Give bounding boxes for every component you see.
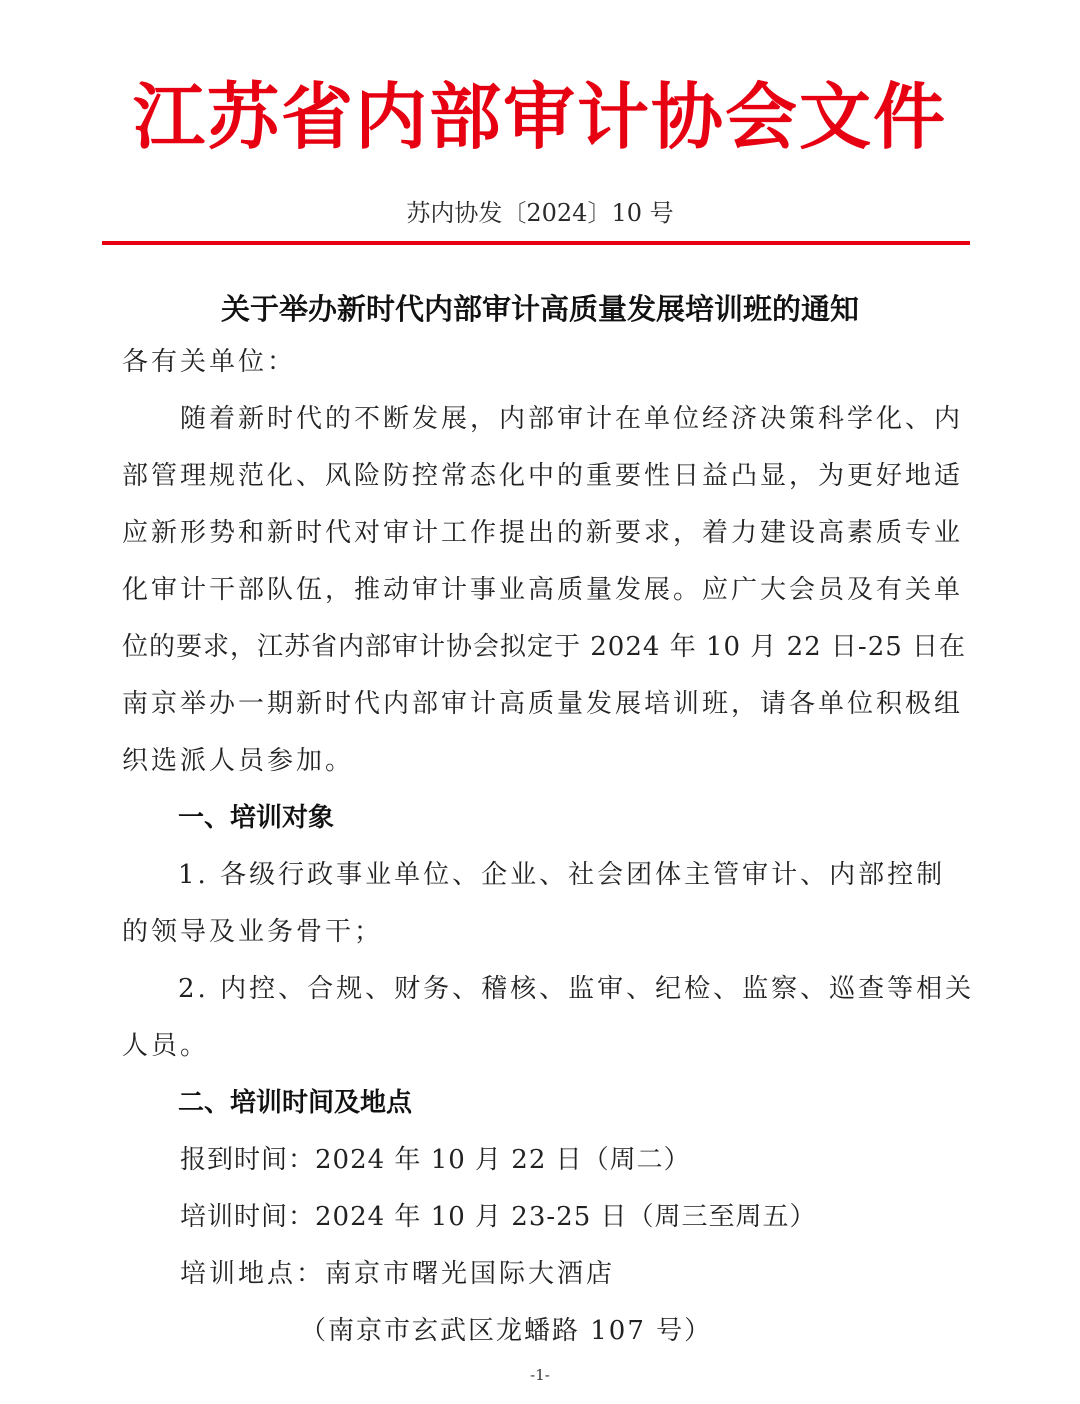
- intro-line: 随着新时代的不断发展，内部审计在单位经济决策科学化、内: [180, 404, 964, 434]
- document-number: 苏内协发〔2024〕10 号: [406, 199, 674, 227]
- org-title: 江苏省内部审计协会文件: [132, 75, 947, 159]
- trainee-item-2: 2. 内控、合规、财务、稽核、监审、纪检、监察、巡查等相关: [178, 974, 975, 1004]
- section-heading-time-location: 二、培训时间及地点: [178, 1088, 413, 1118]
- trainee-item-2-cont: 人员。: [122, 1031, 210, 1061]
- page-number: -1-: [530, 1366, 550, 1384]
- trainee-item-1-cont: 的领导及业务骨干；: [122, 917, 384, 947]
- intro-line: 应新形势和新时代对审计工作提出的新要求，着力建设高素质专业: [122, 518, 964, 548]
- training-time: 培训时间：2024 年 10 月 23-25 日（周三至周五）: [180, 1202, 817, 1232]
- trainee-item-1: 1. 各级行政事业单位、企业、社会团体主管审计、内部控制: [178, 860, 946, 890]
- training-address: （南京市玄武区龙蟠路 107 号）: [300, 1316, 713, 1346]
- salutation: 各有关单位：: [122, 347, 297, 377]
- intro-line: 部管理规范化、风险防控常态化中的重要性日益凸显，为更好地适: [122, 461, 964, 491]
- intro-line: 化审计干部队伍，推动审计事业高质量发展。应广大会员及有关单: [122, 575, 964, 605]
- intro-line: 位的要求，江苏省内部审计协会拟定于 2024 年 10 月 22 日-25 日在: [122, 632, 967, 662]
- intro-line: 织选派人员参加。: [122, 746, 355, 776]
- training-location: 培训地点：南京市曙光国际大酒店: [180, 1259, 616, 1289]
- notice-title: 关于举办新时代内部审计高质量发展培训班的通知: [220, 292, 859, 326]
- section-heading-trainees: 一、培训对象: [178, 803, 335, 833]
- report-time: 报到时间：2024 年 10 月 22 日（周二）: [180, 1145, 691, 1175]
- red-divider: [102, 241, 970, 245]
- intro-line: 南京举办一期新时代内部审计高质量发展培训班，请各单位积极组: [122, 689, 964, 719]
